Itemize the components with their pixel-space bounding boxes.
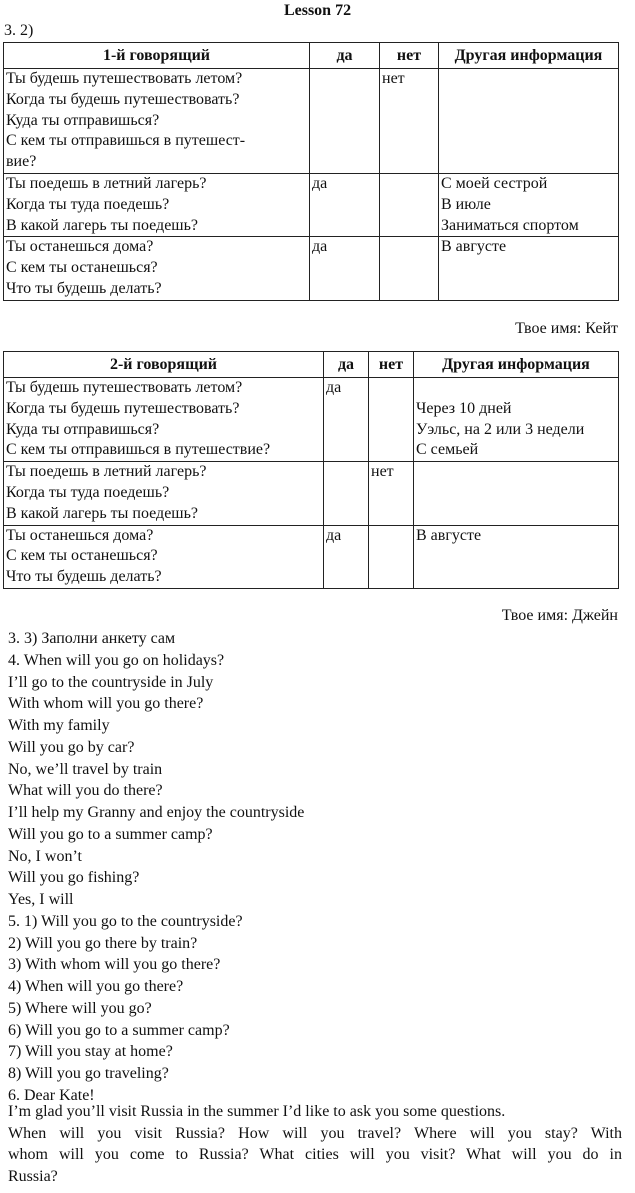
answer-line: 7) Will you stay at home? <box>8 1043 173 1061</box>
survey-table-speaker-1 <box>3 42 619 301</box>
answer-line: 3. 3) Заполни анкету сам <box>8 630 176 647</box>
answer-line: I’ll help my Granny and enjoy the countryside <box>8 804 305 821</box>
question-line: Ты поедешь в летний лагерь? <box>6 463 207 481</box>
no-cell <box>369 378 414 462</box>
answer-line: 4. When will you go on holidays? <box>8 651 225 669</box>
info-cell <box>414 462 619 525</box>
answer-line: I’ll go to the countryside in July <box>8 673 214 691</box>
info-line: С семьей <box>416 441 479 459</box>
questions-cell <box>4 237 310 300</box>
info-cell <box>439 173 619 236</box>
question-line: В какой лагерь ты поедешь? <box>6 504 199 522</box>
answer-line: 4) When will you go there? <box>8 978 184 995</box>
info-line: Уэльс, на 2 или 3 недели <box>416 420 585 438</box>
question-line: С кем ты останешься? <box>6 547 158 565</box>
table-row <box>4 237 619 300</box>
name-caption-jane: Твое имя: Джейн <box>501 607 618 624</box>
answer-line: With my family <box>8 717 110 734</box>
table-header-row <box>4 352 619 378</box>
info-line: Через 10 дней <box>416 399 512 417</box>
table-row <box>4 462 619 525</box>
answer-line: What will you do there? <box>8 782 163 800</box>
letter-line: whom will you come to Russia? What cities will you visit? What will you do in <box>8 1146 622 1163</box>
answer-line: No, I won’t <box>8 847 82 865</box>
question-line: Ты будешь путешествовать летом? <box>6 379 243 396</box>
info-line: В августе <box>441 238 507 256</box>
answer-line: Will you go to a summer camp? <box>8 825 213 843</box>
question-line: С кем ты останешься? <box>6 259 158 277</box>
question-line: Что ты будешь делать? <box>6 568 162 586</box>
header-speaker: 2-й говорящий <box>4 352 324 378</box>
yes-cell <box>324 462 369 525</box>
table-row <box>4 525 619 588</box>
question-line: Ты будешь путешествовать летом? <box>6 70 243 87</box>
question-line: Когда ты будешь путешествовать? <box>6 90 240 108</box>
answers-block <box>8 628 628 1107</box>
table-row <box>4 378 619 462</box>
info-cell <box>439 237 619 300</box>
question-line: Ты поедешь в летний лагерь? <box>6 174 207 192</box>
table-row <box>4 173 619 236</box>
answer-line: 5) Where will you go? <box>8 999 152 1017</box>
question-line: вие? <box>6 153 37 171</box>
letter-line: Russia? <box>8 1167 58 1185</box>
header-no: нет <box>380 43 439 69</box>
question-line: Когда ты туда поедешь? <box>6 483 170 501</box>
yes-cell: да <box>310 237 380 300</box>
question-line: С кем ты отправишься в путешествие? <box>6 441 271 459</box>
answer-line: 3) With whom will you go there? <box>8 956 221 974</box>
answer-line: 8) Will you go traveling? <box>8 1065 169 1082</box>
yes-cell: да <box>310 173 380 236</box>
info-line: В августе <box>416 526 482 544</box>
answer-line: No, we’ll travel by train <box>8 760 163 778</box>
questions-cell <box>4 525 324 588</box>
yes-cell: да <box>324 525 369 588</box>
lesson-title: Lesson 72 <box>283 2 352 19</box>
questions-cell <box>4 378 324 462</box>
answer-line: 2) Will you go there by train? <box>8 934 198 952</box>
answer-line: 6) Will you go to a summer camp? <box>8 1021 230 1039</box>
header-yes: да <box>324 352 369 378</box>
questions-cell <box>4 462 324 525</box>
questions-cell <box>4 69 310 174</box>
yes-cell <box>310 69 380 174</box>
header-other-info: Другая информация <box>414 352 619 378</box>
info-line: С моей сестрой <box>441 174 548 192</box>
name-caption-kate: Твое имя: Кейт <box>515 320 618 337</box>
answer-line: Yes, I will <box>8 891 74 908</box>
info-cell <box>439 69 619 174</box>
header-speaker: 1-й говорящий <box>4 43 310 69</box>
no-cell: нет <box>380 69 439 174</box>
question-line: Ты останешься дома? <box>6 526 154 544</box>
info-line: В июле <box>441 195 491 213</box>
task-number: 3. 2) <box>4 22 34 39</box>
question-line: Ты останешься дома? <box>6 238 154 256</box>
survey-table-speaker-2 <box>3 351 619 589</box>
info-cell <box>414 378 619 462</box>
info-cell <box>414 525 619 588</box>
header-yes: да <box>310 43 380 69</box>
question-line: С кем ты отправишься в путешест- <box>6 132 246 150</box>
question-line: Когда ты туда поедешь? <box>6 195 170 213</box>
no-cell <box>380 237 439 300</box>
answer-line: 5. 1) Will you go to the countryside? <box>8 912 243 930</box>
table-header-row <box>4 43 619 69</box>
header-other-info: Другая информация <box>439 43 619 69</box>
no-cell: нет <box>369 462 414 525</box>
no-cell <box>380 173 439 236</box>
question-line: Куда ты отправишься? <box>6 420 160 438</box>
letter-line: When will you visit Russia? How will you travel? Where will you stay? With <box>8 1124 622 1142</box>
question-line: Что ты будешь делать? <box>6 279 162 297</box>
answer-line: Will you go fishing? <box>8 869 140 887</box>
question-line: В какой лагерь ты поедешь? <box>6 216 199 234</box>
no-cell <box>369 525 414 588</box>
table-row <box>4 69 619 174</box>
info-line: Заниматься спортом <box>441 216 579 234</box>
answer-line: With whom will you go there? <box>8 695 204 713</box>
letter-line: I’m glad you’ll visit Russia in the summer I’d like to ask you some questions. <box>8 1103 506 1120</box>
letter-block <box>8 1101 622 1187</box>
answer-line: 6. Dear Kate! <box>8 1086 95 1104</box>
header-no: нет <box>369 352 414 378</box>
question-line: Куда ты отправишься? <box>6 111 160 129</box>
question-line: Когда ты будешь путешествовать? <box>6 399 240 417</box>
answer-line: Will you go by car? <box>8 738 135 756</box>
questions-cell <box>4 173 310 236</box>
info-line <box>416 378 616 399</box>
yes-cell: да <box>324 378 369 462</box>
